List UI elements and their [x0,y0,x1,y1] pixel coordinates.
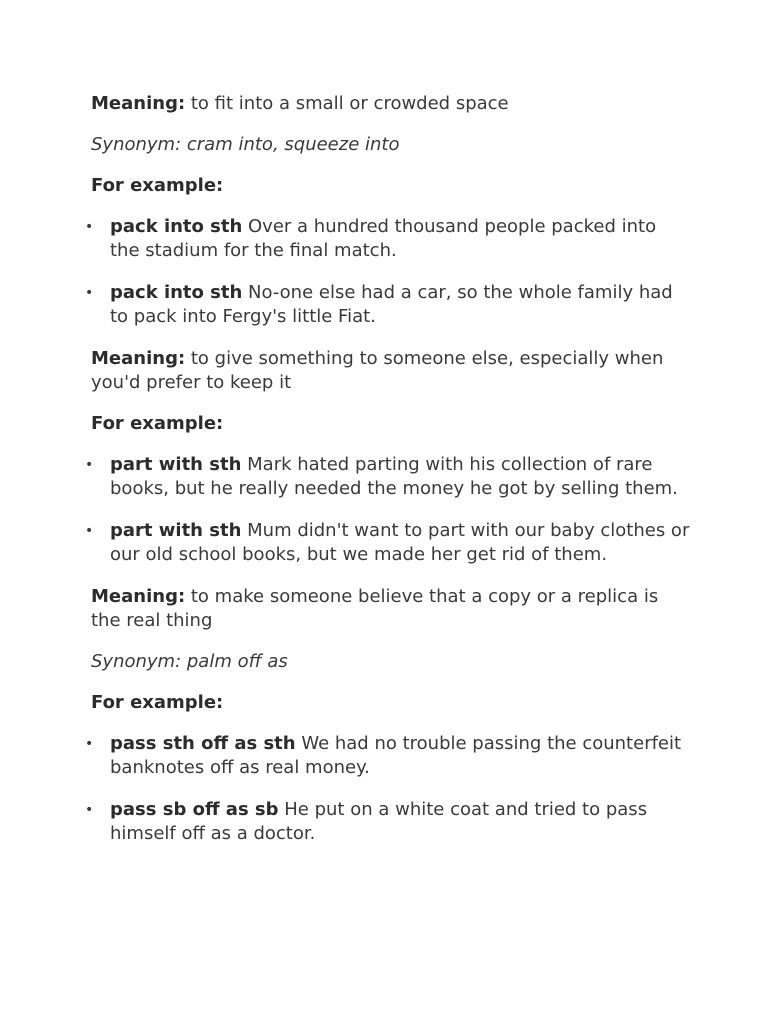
meaning-label: Meaning: [91,586,186,607]
example-item [85,215,691,263]
synonym-line: Synonym: palm off as [91,651,288,672]
example-phrase: pack into sth [110,216,243,237]
bullet-icon: • [85,285,94,301]
bullet-icon: • [85,219,94,235]
example-text: He put on a white coat and tried to pass himself off as a doctor. [110,799,648,844]
bullet-icon: • [85,457,94,473]
example-phrase: part with sth [110,520,242,541]
meaning-line [91,347,691,395]
meaning-text: to fit into a small or crowded space [185,93,509,114]
example-heading: For example: [91,413,224,434]
example-text: No-one else had a car, so the whole family had to pack into Fergy's little Fiat. [110,282,673,327]
synonym-line: Synonym: cram into, squeeze into [91,134,400,155]
example-phrase: pack into sth [110,282,243,303]
example-phrase: part with sth [110,454,242,475]
example-text: Mum didn't want to part with our baby clothes or our old school books, but we made her get rid of them. [110,520,690,565]
meaning-text: to make someone believe that a copy or a replica is the real thing [91,586,659,631]
bullet-icon: • [85,523,94,539]
example-item [85,281,691,329]
document-body [85,92,691,864]
example-list [85,453,691,567]
example-item [85,519,691,567]
meaning-label: Meaning: [91,348,186,369]
example-heading: For example: [91,692,224,713]
example-list [85,732,691,846]
example-heading: For example: [91,175,224,196]
meaning-line [91,585,691,633]
example-list [85,215,691,329]
example-phrase: pass sth off as sth [110,733,296,754]
example-text: Mark hated parting with his collection of rare books, but he really needed the money he got by selling them. [110,454,678,499]
meaning-label: Meaning: [91,93,186,114]
bullet-icon: • [85,802,94,818]
bullet-icon: • [85,736,94,752]
meaning-line [91,92,691,116]
example-phrase: pass sb off as sb [110,799,279,820]
example-item [85,732,691,780]
meaning-text: to give something to someone else, especially when you'd prefer to keep it [91,348,664,393]
example-item [85,798,691,846]
example-text: We had no trouble passing the counterfeit banknotes off as real money. [110,733,682,778]
example-text: Over a hundred thousand people packed into the stadium for the final match. [110,216,657,261]
example-item [85,453,691,501]
